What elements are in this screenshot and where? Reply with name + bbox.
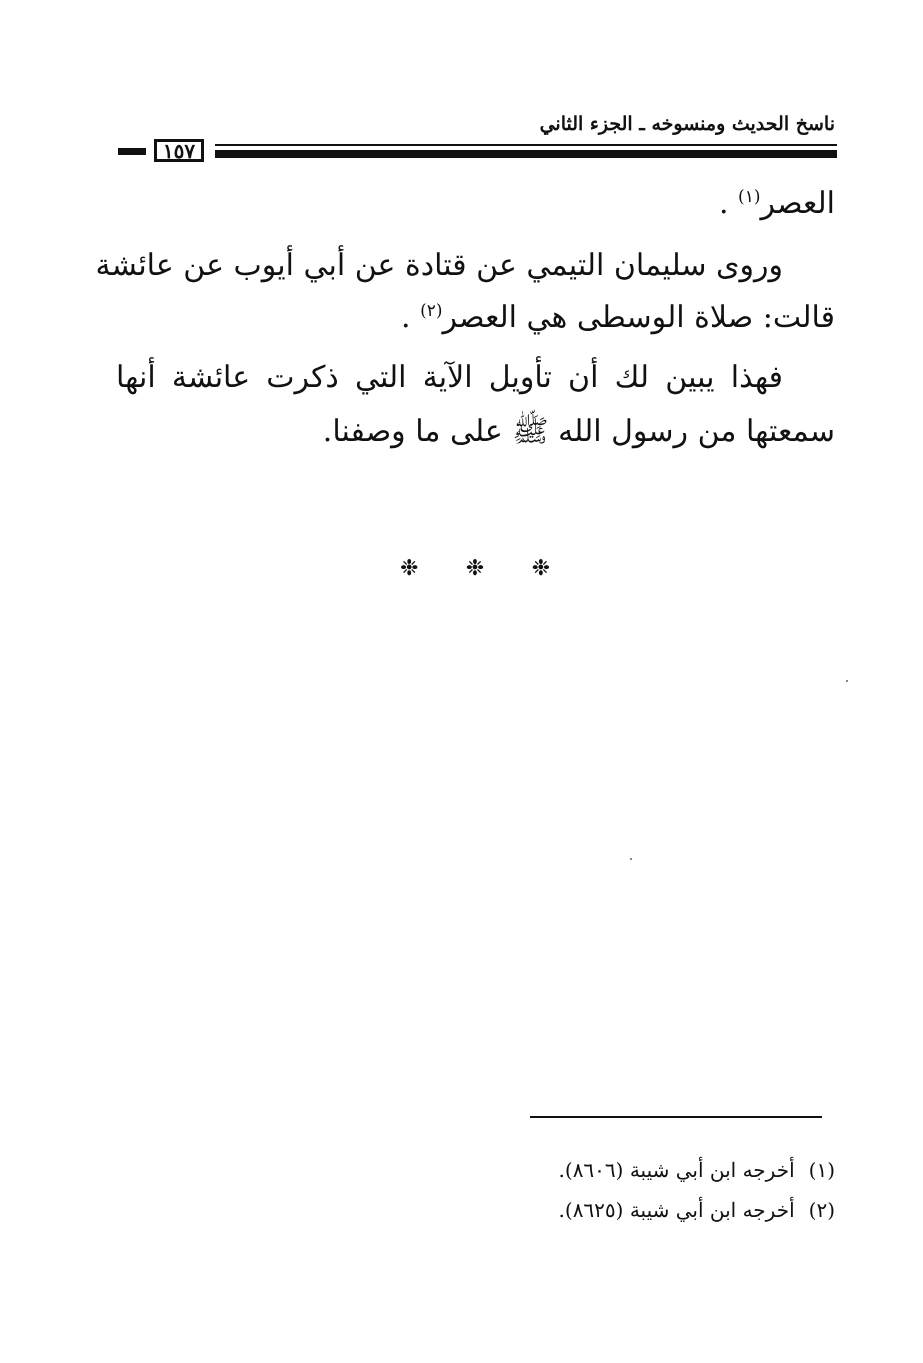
star-icon: ❉ [531, 556, 550, 581]
scan-speck [846, 680, 848, 682]
paragraph-1 [719, 176, 835, 232]
footnote-number: (١) [808, 1158, 835, 1182]
paragraph-2-line-2 [401, 290, 835, 346]
section-separator [400, 556, 550, 581]
scan-speck [630, 858, 632, 860]
paragraph-2-line-1: وروى سليمان التيمي عن قتادة عن أبي أيوب عن عائشة [95, 248, 783, 283]
text-line: قالت: صلاة الوسطى هي العصر [442, 300, 835, 335]
text-line-end: . [718, 186, 729, 221]
paragraph-3-line-1: فهذا يبين لك أن تأويل الآية التي ذكرت عائشة أنها [116, 360, 783, 395]
footnote-text: أخرجه ابن أبي شيبة (٨٦٠٦). [558, 1158, 795, 1182]
paragraph-3-line-2: سمعتها من رسول الله ﷺ على ما وصفنا. [322, 414, 835, 449]
page-number: ١٥٧ [154, 139, 204, 162]
footnote-1 [559, 1158, 835, 1182]
footnote-text: أخرجه ابن أبي شيبة (٨٦٢٥). [558, 1198, 795, 1222]
header-mark [118, 148, 146, 155]
footnote-rule [530, 1116, 822, 1118]
star-icon: ❉ [400, 556, 419, 581]
text-line-end: . [400, 300, 411, 335]
running-title: ناسخ الحديث ومنسوخه ـ الجزء الثاني [539, 113, 835, 135]
header-rule [215, 144, 837, 146]
footnote-2 [559, 1198, 835, 1222]
star-icon: ❉ [465, 556, 485, 581]
text-line: العصر [760, 186, 835, 221]
footnote-ref: (١) [738, 187, 761, 207]
header-rule-thick [215, 150, 837, 158]
footnote-ref: (٢) [420, 301, 443, 321]
footnote-number: (٢) [808, 1198, 835, 1222]
